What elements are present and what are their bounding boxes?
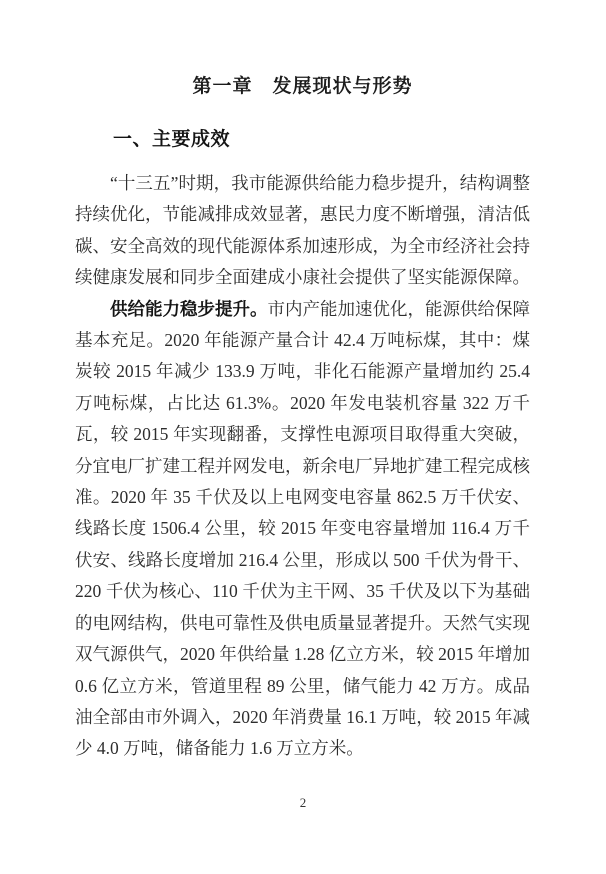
- document-content: [0, 73, 606, 765]
- page-number: 2: [299, 795, 307, 810]
- paragraph-supply-capacity-lead: 供给能力稳步提升。: [110, 298, 268, 319]
- section-heading: 一、主要成效: [113, 129, 231, 150]
- paragraph-supply-capacity: [75, 294, 530, 765]
- paragraph-overview: “十三五”时期，我市能源供给能力稳步提升，结构调整持续优化，节能减排成效显著，惠民力度不断增强，清洁低碳、安全高效的现代能源体系加速形成，为全市经济社会持续健康发展和同步全面建成小康社会提供了坚实能源保障。: [75, 173, 530, 288]
- chapter-title: 第一章 发展现状与形势: [192, 76, 413, 97]
- paragraph-supply-capacity-text: 市内产能加速优化，能源供给保障基本充足。2020 年能源产量合计 42.4 万吨标煤，其中：煤炭较 2015 年减少 133.9 万吨，非化石能源产量增加约 25.4 万吨标煤，占比达 61.3%。2020 年发电装机容量 322 万千瓦，较 2015 年实现翻番，支撑性电源项目取得重大突破，分宜电厂扩建工程并网发电，新余电厂异地扩建工程完成核准。2020 年 35 千伏及以上电网变电容量 862.5 万千伏安、线路长度 1506.4 公里，较 2015 年变电容量增加 116.4 万千伏安、线路长度增加 216.4 公里，形成以 500 千伏为骨干、220 千伏为核心、110 千伏为主干网、35 千伏及以下为基础的电网结构，供电可靠性及供电质量显著提升。天然气实现双气源供气，2020 年供给量 1.28 亿立方米，较 2015 年增加 0.6 亿立方米，管道里程 89 公里，储气能力 42 万方。成品油全部由市外调入，2020 年消费量 16.1 万吨，较 2015 年减少 4.0 万吨，储备能力 1.6 万立方米。: [75, 298, 530, 759]
